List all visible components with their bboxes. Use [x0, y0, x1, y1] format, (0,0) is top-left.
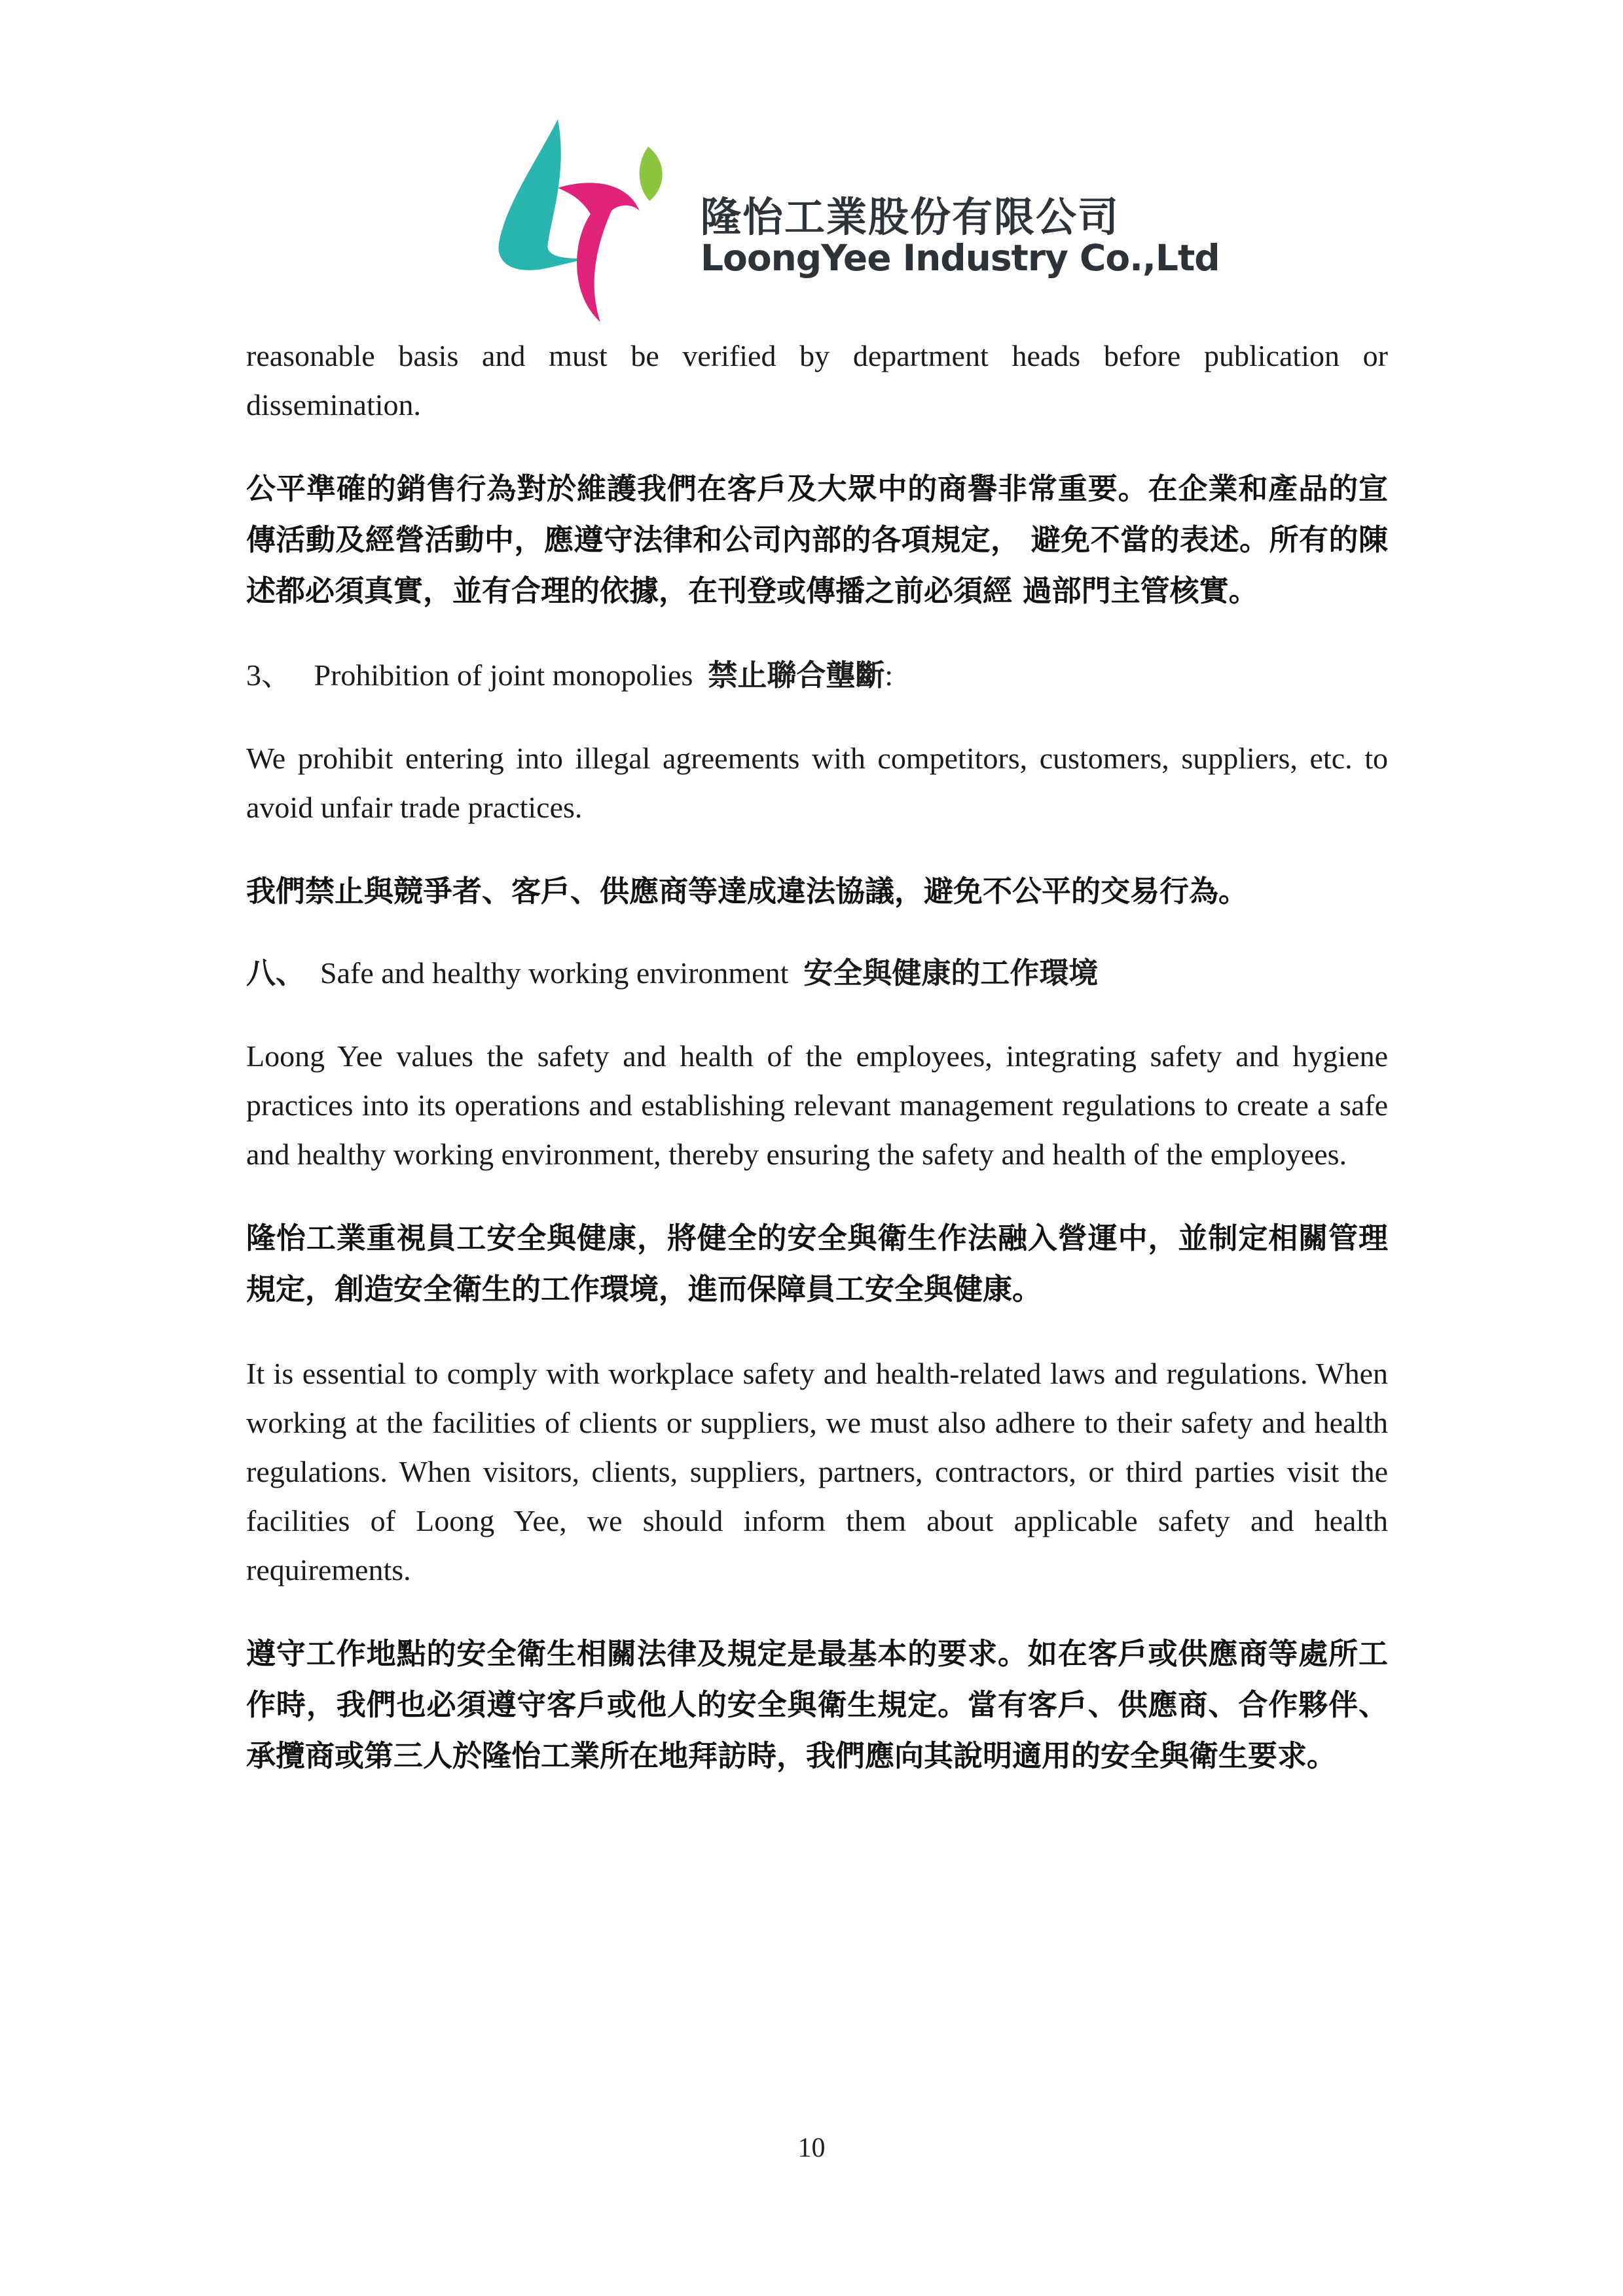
- company-name-chinese: 隆怡工業股份有限公司: [701, 193, 1120, 241]
- section-colon: :: [884, 658, 894, 692]
- paragraph-english: We prohibit entering into illegal agreements with competitors, customers, suppliers, etc. to avoid unfair trade practices.: [246, 742, 1388, 824]
- section-title-chinese: 安全與健康的工作環境: [803, 956, 1099, 990]
- section-title-chinese: 禁止聯合壟斷: [708, 658, 885, 692]
- section-heading-joint-monopolies: [246, 651, 1388, 700]
- paragraph-english: It is essential to comply with workplace safety and health-related laws and regulations. When working at the facilities of clients or suppliers, we must also adhere to their safety and health regulations. When visitors, clients, suppliers, partners, contractors, or third parties visit the facilities of Loong Yee, we should inform them about applicable safety and health requirements.: [246, 1357, 1388, 1587]
- paragraph-english: reasonable basis and must be verified by department heads before publication or dissemination.: [246, 339, 1388, 422]
- company-name-english: LoongYee Industry Co.,Ltd: [701, 237, 1220, 279]
- company-logo: [492, 113, 1220, 329]
- section-number: 八、: [246, 956, 306, 990]
- section-heading-safe-environment: [246, 948, 1388, 997]
- section-number: 3、: [246, 658, 291, 692]
- paragraph-chinese: 遵守工作地點的安全衛生相關法律及規定是最基本的要求。如在客戶或供應商等處所工作時，我們也必須遵守客戶或他人的安全與衛生規定。當有客戶、供應商、合作夥伴、承攬商或第三人於隆怡工業所在地拜訪時，我們應向其說明適用的安全與衛生要求。: [246, 1636, 1388, 1773]
- section-title-english: Safe and healthy working environment: [320, 956, 789, 990]
- section-title-english: Prohibition of joint monopolies: [314, 658, 693, 692]
- page-number: 10: [797, 2133, 826, 2163]
- document-body: [246, 331, 1388, 1782]
- paragraph-chinese: 我們禁止與競爭者、客戶、供應商等達成違法協議，避免不公平的交易行為。: [246, 874, 1249, 908]
- paragraph-chinese: 公平準確的銷售行為對於維護我們在客戶及大眾中的商譽非常重要。在企業和產品的宣傳活動及經營活動中，應遵守法律和公司內部的各項規定， 避免不當的表述。所有的陳述都必須真實，並有合理的依據，在刊登或傳播之前必須經 過部門主管核實。: [246, 471, 1388, 608]
- paragraph-english: Loong Yee values the safety and health of the employees, integrating safety and hygiene practices into its operations and establishing relevant management regulations to create a safe and healthy working environment, thereby ensuring the safety and health of the employees.: [246, 1039, 1388, 1171]
- paragraph-chinese: 隆怡工業重視員工安全與健康，將健全的安全與衛生作法融入營運中，並制定相關管理規定，創造安全衛生的工作環境，進而保障員工安全與健康。: [246, 1221, 1388, 1306]
- loongyee-logo-mark: [492, 113, 689, 329]
